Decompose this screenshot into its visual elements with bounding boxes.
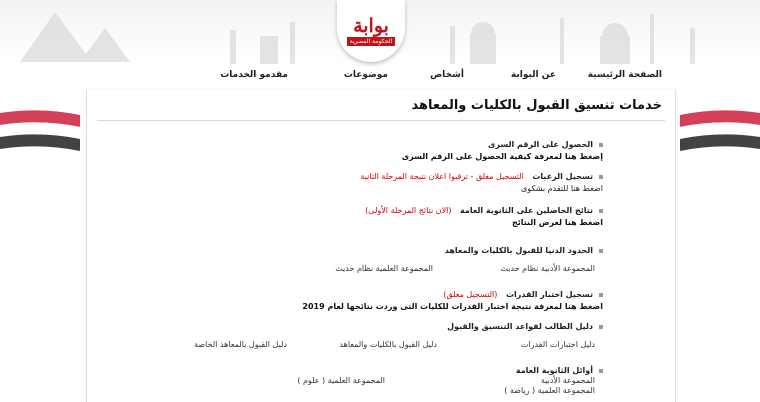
top-math-link[interactable]: المجموعة العلمية ( رياضة ) [504,386,595,395]
section-title: أوائل الثانوية العامة [515,366,593,375]
section-results [365,206,603,215]
nav-people[interactable]: أشخاص [430,70,464,80]
flag-wave-right [680,105,760,165]
page-title: خدمات تنسيق القبول بالكليات والمعاهد [411,98,662,113]
complaint-link[interactable]: اضغط هنا للتقدم بشكوى [520,184,603,193]
section-title: دليل الطالب لقواعد التنسيق والقبول [447,322,593,331]
wishes-status-note: التسجيل مغلق - ترقبوا اعلان نتيجة المرحلة الثانية [360,172,524,181]
section-title: الحدود الدنيا للقبول بالكليات والمعاهد [444,246,593,255]
nav-topics[interactable]: موضوعات [343,70,388,80]
private-institutes-guide-link[interactable]: دليل القبول بالمعاهد الخاصة [194,340,287,349]
bullet-icon [599,369,603,373]
section-student-guide [447,322,603,331]
bullet-icon [599,175,603,179]
flag-wave-left [0,105,80,165]
section-title: الحصول على الرقم السرى [488,140,593,149]
section-title: تسجيل الرغبات [532,172,593,181]
title-divider [97,120,665,121]
results-status-note: (الان نتائج المرحلة الأولى) [365,206,452,215]
bullet-icon [599,293,603,297]
bullet-icon [599,209,603,213]
section-title: تسجيل اختبار القدرات [505,290,593,299]
colleges-guide-link[interactable]: دليل القبول بالكليات والمعاهد [339,340,437,349]
section-wishes [360,172,603,181]
aptitude-status-note: (التسجيل مغلق) [443,290,498,299]
logo-title: بوابة [353,15,389,37]
bullet-icon [599,325,603,329]
top-science-link[interactable]: المجموعة العلمية ( علوم ) [297,376,385,385]
nav-home[interactable]: الصفحة الرئيسية [587,70,662,80]
logo-subtitle: الحكومة المصرية [347,37,395,46]
section-minimums [445,246,603,255]
content-panel [86,90,676,402]
literary-modern-link[interactable]: المجموعة الأدبية نظام حديث [500,264,595,273]
scientific-modern-link[interactable]: المجموعة العلمية نظام حديث [335,264,433,273]
section-top-students [516,366,603,375]
bullet-icon [599,249,603,253]
aptitude-guide-link[interactable]: دليل اختبارات القدرات [520,340,595,349]
aptitude-results-link[interactable]: اضغط هنا لمعرفة نتيجة اختبار القدرات للكليات التى وردت نتائجها لعام 2019 [302,302,603,311]
top-literary-link[interactable]: المجموعة الأدبية [540,376,595,385]
view-results-link[interactable]: اضغط هنا لعرض النتائج [511,218,603,227]
section-title: نتائج الحاصلين على الثانوية العامة [460,206,593,215]
section-secret-number [488,140,603,149]
main-navigation [86,62,674,88]
nav-about[interactable]: عن البوابة [510,70,556,80]
bullet-icon [599,143,603,147]
section-aptitude [443,290,603,299]
secret-number-link[interactable]: إضغط هنا لمعرفة كيفية الحصول على الرقم السرى [401,152,603,161]
nav-service-providers[interactable]: مقدمو الخدمات [220,70,288,80]
